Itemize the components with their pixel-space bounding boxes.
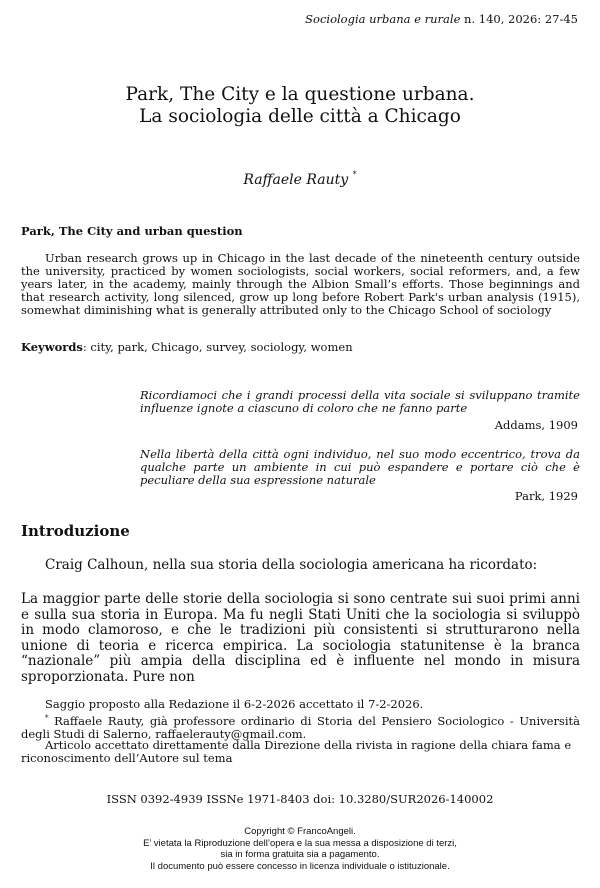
intro-sentence: Craig Calhoun, nella sua storia della sociologia americana ha ricordato: [45, 557, 538, 573]
keywords-label: Keywords [21, 340, 83, 354]
title-line-2: La sociologia delle città a Chicago [139, 106, 461, 127]
journal-header [305, 12, 578, 26]
epigraph-2-attribution: Park, 1929 [514, 489, 578, 503]
footnote-author [21, 712, 580, 741]
footnote-acceptance: Articolo accettato direttamente dalla Direzione della rivista in ragione della chiara fama e riconoscimento dell’Autore sul tema [21, 738, 572, 765]
copyright-line-1: Copyright © FrancoAngeli. [244, 826, 356, 837]
epigraph-2-text: Nella libertà della città ogni individuo, nel suo modo eccentrico, trova da qualche parte un ambiente in cui può espandere e portare ciò che è peculiare della sua espressione naturale [140, 447, 580, 487]
keywords-list: : city, park, Chicago, survey, sociology, women [82, 340, 353, 354]
footnote-author-mark: * [45, 714, 49, 722]
issn-line: ISSN 0392-4939 ISSNe 1971-8403 doi: 10.3280/SUR2026-140002 [106, 792, 494, 806]
title-line-1: Park, The City e la questione urbana. [125, 84, 475, 105]
footnote-author-text: Raffaele Rauty, già professore ordinario di Storia del Pensiero Sociologico - Università degli Studi di Salerno, raffaelerauty@gmail.com. [21, 713, 580, 741]
copyright-line-3: sia in forma gratuita sia a pagamento. [220, 849, 380, 860]
section-heading: Introduzione [21, 522, 130, 540]
abstract-title: Park, The City and urban question [21, 224, 243, 238]
body-quote: La maggior parte delle storie della sociologia si sono centrate sui suoi primi anni e sulla sua storia in Europa. Ma fu negli Stati Uniti che la sociologia si sviluppò in modo clamoroso, e che le tradizioni più consistenti si strutturarono nella unione di teoria e ricerca empirica. La sociologia statunitense è la branca “nazionale” più ampia della disciplina ed è influente nel mondo in misura sproporzionata. Pure non [21, 591, 580, 685]
copyright-notice [0, 826, 600, 872]
epigraph-1-attribution: Addams, 1909 [494, 418, 578, 432]
footnote-submission: Saggio proposto alla Redazione il 6-2-2026 accettato il 7-2-2026. [45, 697, 424, 711]
abstract-text: Urban research grows up in Chicago in the last decade of the nineteenth century outside the university, practiced by women sociologists, social workers, social reformers, and, a few years later, in the academy, mainly through the Albion Small’s efforts. Those beginnings and that research activity, long silenced, grow up long before Robert Park's urban analysis (1915), somewhat diminishing what is generally attributed only to the Chicago School of sociology [21, 251, 580, 317]
copyright-line-2: E’ vietata la Riproduzione dell’opera e la sua messa a disposizione di terzi, [143, 837, 457, 849]
epigraph-1-text: Ricordiamoci che i grandi processi della vita sociale si sviluppano tramite influenze ignote a ciascuno di coloro che ne fanno parte [140, 388, 580, 415]
author-line [0, 172, 600, 188]
author-footnote-mark: * [352, 170, 357, 179]
keywords-line [21, 340, 353, 354]
issue-info: n. 140, 2026: 27-45 [460, 12, 578, 26]
copyright-line-4: Il documento può essere concesso in licenza individuale o istituzionale. [150, 860, 450, 872]
author-name: Raffaele Rauty [243, 172, 349, 188]
journal-name: Sociologia urbana e rurale [305, 12, 461, 26]
article-title [0, 84, 600, 128]
